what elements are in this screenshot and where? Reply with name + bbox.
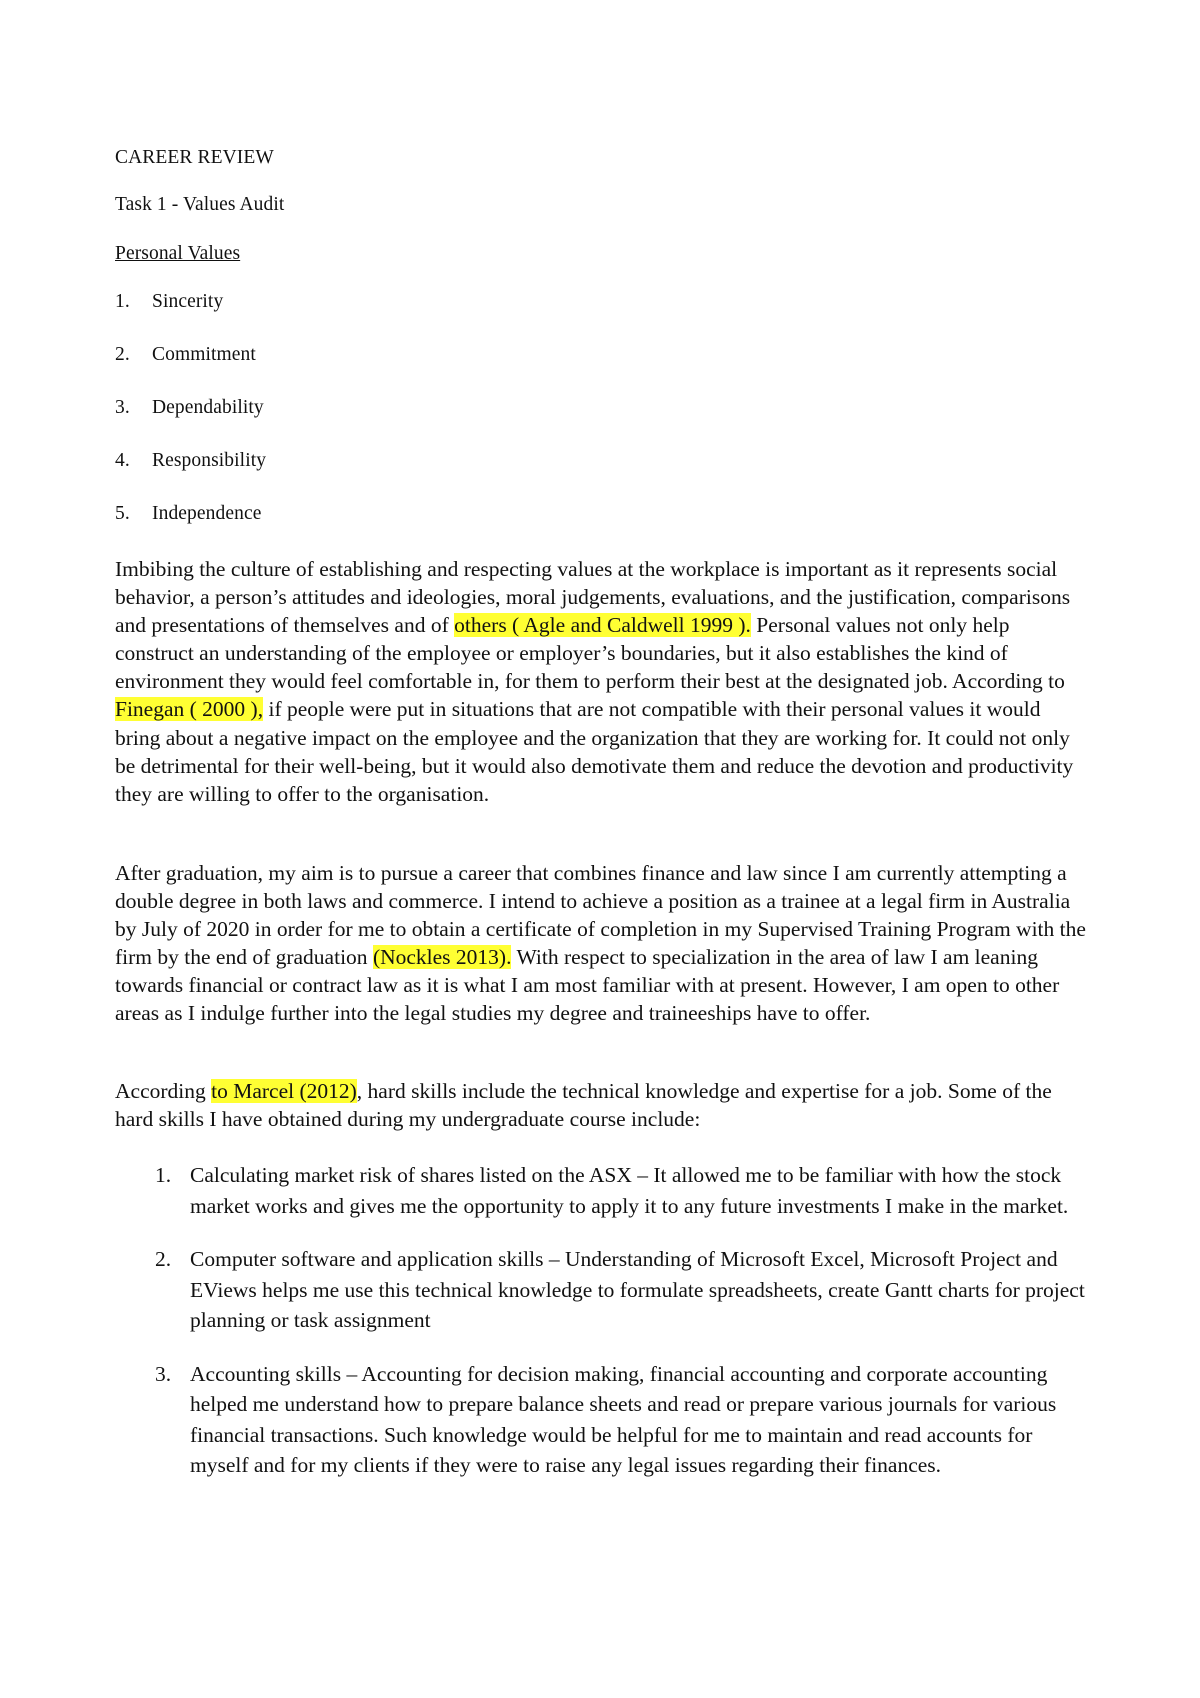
personal-values-heading: Personal Values [115,243,241,264]
paragraph-text: With respect to specialization in the area of law I am leaning towards financial or contract law as it is what I am most familiar with at present. However, I am open to other areas as I indulge further into the legal studies my degree and traineeships have to offer. [115,945,1060,1026]
list-item-label: Responsibility [152,450,267,471]
citation-highlight: (Nockles 2013). [372,945,512,970]
citation-highlight: others ( Agle and Caldwell 1999 ). [454,613,751,638]
list-item-number: 1. [115,291,130,312]
list-item [115,1359,1090,1481]
list-item [115,449,266,502]
paragraph-text: Personal values not only help construct an understanding of the employee or employer’s boundaries, but it also establishes the kind of environment they would feel comfortable in, for them to perform their best at the designated job. According to [115,613,1065,694]
hard-skills-paragraph [115,1077,1090,1133]
list-item-number: 3. [115,397,130,418]
list-item-label: Commitment [152,344,256,365]
list-item [115,502,266,555]
paragraph-text: if people were put in situations that are not compatible with their personal values it would bring about a negative impact on the employee and the organization that they are working for. It could not only be detrimental for their well-being, but it would also demotivate them and reduce the devotion and productivity they are willing to offer to the organisation. [115,697,1074,806]
personal-values-list [115,290,266,555]
list-item-number: 3. [155,1361,172,1386]
list-item [115,343,266,396]
list-item-text: Computer software and application skills – Understanding of Microsoft Excel, Microsoft Project and EViews helps me use this technical knowledge to formulate spreadsheets, create Gantt charts for project planning or task assignment [190,1247,1085,1332]
citation-highlight: to Marcel (2012) [211,1079,357,1103]
paragraph-text: According [115,1079,212,1103]
paragraph-text: Imbibing the culture of establishing and respecting values at the workplace is important as it represents social behavior, a person’s attitudes and ideologies, moral judgements, evaluations, and the justification, comparisons and presentations of themselves and of [115,557,1071,638]
list-item-number: 5. [115,503,130,524]
list-item [115,396,266,449]
list-item-text: Calculating market risk of shares listed on the ASX – It allowed me to be familiar with how the stock market works and gives me the opportunity to apply it to any future investments I make in the market. [190,1163,1069,1218]
list-item [115,1244,1090,1336]
list-item [115,1160,1090,1221]
list-item-text: Accounting skills – Accounting for decision making, financial accounting and corporate accounting helped me understand how to prepare balance sheets and read or prepare various journals for various financial transactions. Such knowledge would be helpful for me to maintain and read accounts for myself and for my clients if they were to raise any legal issues regarding their finances. [190,1361,1057,1477]
document-title: CAREER REVIEW [115,147,274,168]
task-heading: Task 1 - Values Audit [115,194,285,215]
career-aim-paragraph [115,859,1090,1028]
list-item-label: Dependability [152,397,264,418]
hard-skills-list [115,1160,1090,1504]
citation-highlight: Finegan ( 2000 ), [115,697,264,722]
list-item-number: 2. [155,1247,172,1271]
list-item [115,290,266,343]
list-item-number: 4. [115,450,130,471]
values-paragraph [115,555,1090,808]
paragraph-text: After graduation, my aim is to pursue a career that combines finance and law since I am currently attempting a double degree in both laws and commerce. I intend to achieve a position as a trainee at a legal firm in Australia by July of 2020 in order for me to obtain a certificate of completion in my Supervised Training Program with the firm by the end of graduation [115,861,1086,970]
paragraph-text: , hard skills include the technical knowledge and expertise for a job. Some of the hard skills I have obtained during my undergraduate course include: [115,1079,1052,1132]
list-item-label: Sincerity [152,291,224,312]
list-item-label: Independence [152,503,262,524]
list-item-number: 1. [155,1163,172,1187]
list-item-number: 2. [115,344,130,365]
